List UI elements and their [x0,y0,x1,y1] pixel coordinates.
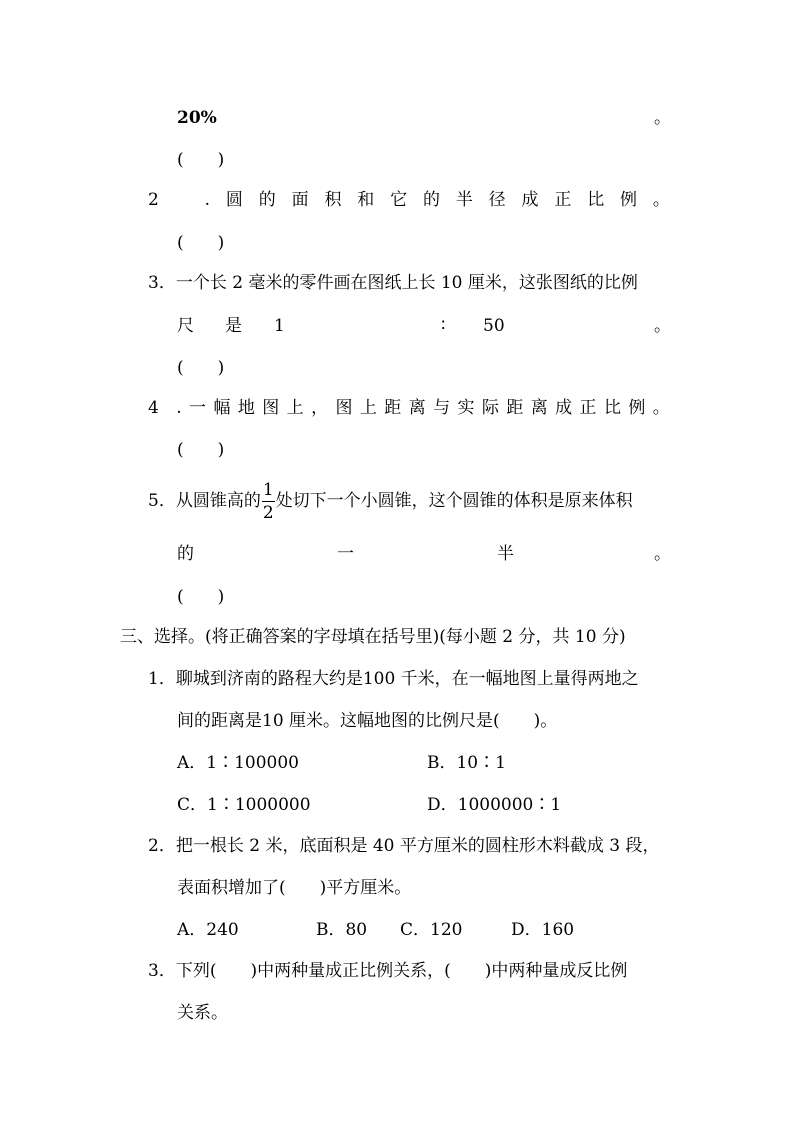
q2-char: . [204,190,211,210]
q3-line2-char: 1 [274,316,285,336]
q4-char: 成 [555,398,573,418]
q4-char: 幅 [213,398,231,418]
q3-line2-char: 是 [225,316,242,336]
s3-q2-option-a[interactable]: A．240 [177,920,239,940]
q1-answer-paren[interactable]: ( ) [177,150,225,170]
s3-q1-option-c[interactable]: C．1∶1000000 [177,795,311,815]
q2-char: 面 [291,190,309,210]
q3-line2-char: 50 [483,316,505,336]
q2-char: 比 [587,190,605,210]
q4-char: 距 [506,398,524,418]
s3-q2-option-b[interactable]: B．80 [316,920,368,940]
q3-line2-char: 尺 [177,316,194,336]
q5-suffix: 处切下一个小圆锥，这个圆锥的体积是原来体积 [275,491,633,511]
q5-line2-char: 。 [654,544,671,564]
s3-q2-option-c[interactable]: C．120 [400,920,463,940]
q4-number: 4 [148,398,159,418]
q2-char: 成 [521,190,539,210]
q1-tail-left: 20% [177,108,217,128]
q4-char: 际 [481,398,499,418]
q2-char: 积 [324,190,342,210]
q4-char: 上 [359,398,377,418]
s3-q1-line2: 间的距离是10 厘米。这幅地图的比例尺是( )。 [177,711,558,731]
q2-char: 它 [390,190,408,210]
q2-char: 的 [422,190,440,210]
q5-fraction-half [262,479,275,524]
q2-char: 例 [620,190,638,210]
q5-fraction-denominator: 2 [262,503,274,523]
q5-fraction-numerator: 1 [262,480,274,500]
q2-char: 圆 [225,190,243,210]
q4-char: 上 [286,398,304,418]
q4-char: 图 [262,398,280,418]
q2-statement [148,190,670,210]
q4-char: 地 [237,398,255,418]
q2-char: 和 [357,190,375,210]
s3-q1-option-d[interactable]: D．1000000∶1 [427,795,562,815]
q2-number: 2 [148,190,159,210]
q1-tail-right: 。 [654,108,671,128]
q4-answer-paren[interactable]: ( ) [177,440,225,460]
q4-char: 离 [408,398,426,418]
q4-char: 与 [433,398,451,418]
s3-q2-option-d[interactable]: D．160 [511,920,575,940]
q4-char: 距 [384,398,402,418]
q5-line2-char: 的 [177,544,194,564]
q3-answer-paren[interactable]: ( ) [177,358,225,378]
q4-char: 例 [628,398,646,418]
q4-statement [148,398,670,418]
q2-char: 半 [455,190,473,210]
q3-line2-char: 。 [654,316,671,336]
q5-answer-paren[interactable]: ( ) [177,587,225,607]
section3-title: 三、选择。(将正确答案的字母填在括号里)(每小题 2 分，共 10 分) [120,627,626,647]
q4-char: 比 [603,398,621,418]
q2-char: 。 [652,190,670,210]
q4-char: 实 [457,398,475,418]
q3-line2-char: ∶ [441,316,446,336]
q5-line2-char: 半 [497,544,514,564]
q5-line2 [177,544,671,564]
q2-char: 正 [554,190,572,210]
s3-q1-option-a[interactable]: A．1∶100000 [177,753,299,773]
q5-line1 [148,479,633,524]
q3-line1: 3．一个长 2 毫米的零件画在图纸上长 10 厘米，这张图纸的比例 [148,273,638,293]
s3-q2-line1: 2．把一根长 2 米，底面积是 40 平方厘米的圆柱形木料截成 3 段， [148,836,660,856]
q4-char: 。 [652,398,670,418]
q2-char: 径 [488,190,506,210]
q4-char: ， [311,398,329,418]
q2-answer-paren[interactable]: ( ) [177,233,225,253]
s3-q3-line2: 关系。 [177,1003,228,1023]
s3-q2-line2: 表面积增加了( )平方厘米。 [177,878,412,898]
q4-char: 图 [335,398,353,418]
q2-char: 的 [258,190,276,210]
q3-line2 [177,316,671,336]
q5-prefix: 5．从圆锥高的 [148,491,261,511]
s3-q1-line1: 1．聊城到济南的路程大约是100 千米，在一幅地图上量得两地之 [148,669,639,689]
q5-line2-char: 一 [337,544,354,564]
q4-char: . [176,398,182,418]
s3-q3-line1: 3．下列( )中两种量成正比例关系，( )中两种量成反比例 [148,961,628,981]
s3-q1-option-b[interactable]: B．10∶1 [427,753,506,773]
q4-char: 离 [530,398,548,418]
q4-char: 正 [579,398,597,418]
q4-char: 一 [189,398,207,418]
